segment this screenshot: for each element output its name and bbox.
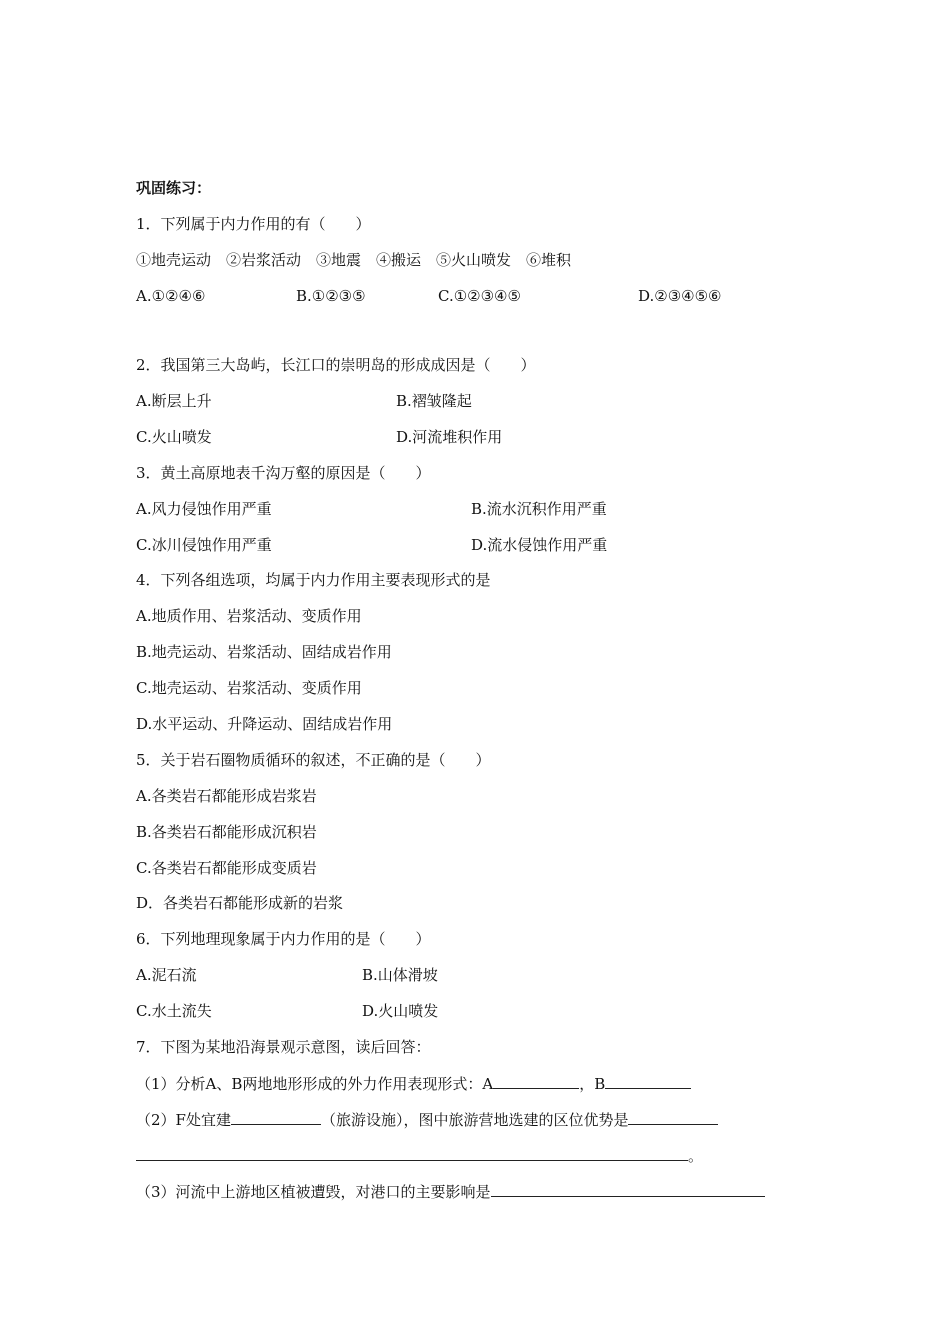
- question-5-stem: 5．关于岩石圈物质循环的叙述，不正确的是（ ）: [136, 751, 491, 769]
- answer-blank-port-impact[interactable]: [491, 1181, 765, 1197]
- question-7-part-3-text: （3）河流中上游地区植被遭毁，对港口的主要影响是: [136, 1183, 491, 1201]
- question-6-option-c: C.水土流失: [136, 1002, 212, 1020]
- question-1-option-d: D.②③④⑤⑥: [638, 287, 722, 305]
- question-6-option-a: A.泥石流: [136, 966, 197, 984]
- question-6-option-b: B.山体滑坡: [362, 966, 438, 984]
- answer-blank-a[interactable]: [493, 1073, 579, 1089]
- question-7-part-2-text: （2）F处宜建: [136, 1111, 231, 1129]
- question-7-part-1-text: （1）分析A、B两地地形形成的外力作用表现形式：A: [136, 1075, 494, 1093]
- section-title: 巩固练习：: [136, 179, 212, 197]
- question-7-part-2-continued: [136, 1145, 703, 1166]
- question-4-option-c: C.地壳运动、岩浆活动、变质作用: [136, 679, 362, 697]
- question-5-option-a: A.各类岩石都能形成岩浆岩: [136, 787, 317, 805]
- question-3-option-d: D.流水侵蚀作用严重: [471, 536, 608, 554]
- question-7-part-3: [136, 1181, 765, 1202]
- question-5-option-d: D．各类岩石都能形成新的岩浆: [136, 894, 344, 912]
- question-7-part-2-end: 。: [688, 1147, 704, 1165]
- question-6-option-d: D.火山喷发: [362, 1002, 439, 1020]
- question-1-stem: 1．下列属于内力作用的有（ ）: [136, 215, 371, 233]
- question-3-option-b: B.流水沉积作用严重: [471, 500, 607, 518]
- question-2-option-a: A.断层上升: [136, 392, 212, 410]
- question-1-option-b: B.①②③⑤: [296, 287, 366, 305]
- question-2-option-d: D.河流堆积作用: [396, 428, 503, 446]
- question-1-option-a: A.①②④⑥: [136, 287, 206, 305]
- question-4-option-b: B.地壳运动、岩浆活动、固结成岩作用: [136, 643, 392, 661]
- question-3-stem: 3．黄土高原地表千沟万壑的原因是（ ）: [136, 464, 431, 482]
- answer-blank-f[interactable]: [231, 1109, 321, 1125]
- question-2-option-c: C.火山喷发: [136, 428, 212, 446]
- question-2-stem: 2．我国第三大岛屿，长江口的崇明岛的形成成因是（ ）: [136, 356, 536, 374]
- answer-blank-b[interactable]: [605, 1073, 691, 1089]
- question-6-stem: 6．下列地理现象属于内力作用的是（ ）: [136, 930, 431, 948]
- question-4-stem: 4．下列各组选项，均属于内力作用主要表现形式的是: [136, 571, 491, 589]
- answer-blank-location-advantage-continued[interactable]: [136, 1145, 688, 1161]
- question-7-part-2-middle: （旅游设施），图中旅游营地选建的区位优势是: [320, 1111, 629, 1129]
- question-7-part-1: [136, 1073, 691, 1094]
- question-3-option-a: A.风力侵蚀作用严重: [136, 500, 272, 518]
- question-1-option-c: C.①②③④⑤: [438, 287, 521, 305]
- question-7-part-1-separator: ，B: [579, 1075, 606, 1093]
- question-3-option-c: C.冰川侵蚀作用严重: [136, 536, 272, 554]
- question-7-part-2: [136, 1109, 718, 1130]
- question-7-stem: 7．下图为某地沿海景观示意图，读后回答：: [136, 1038, 431, 1056]
- question-2-option-b: B.褶皱隆起: [396, 392, 472, 410]
- question-1-items: ①地壳运动 ②岩浆活动 ③地震 ④搬运 ⑤火山喷发 ⑥堆积: [136, 251, 572, 269]
- answer-blank-location-advantage[interactable]: [628, 1109, 718, 1125]
- question-4-option-a: A.地质作用、岩浆活动、变质作用: [136, 607, 362, 625]
- question-4-option-d: D.水平运动、升降运动、固结成岩作用: [136, 715, 393, 733]
- question-5-option-c: C.各类岩石都能形成变质岩: [136, 859, 317, 877]
- question-5-option-b: B.各类岩石都能形成沉积岩: [136, 823, 317, 841]
